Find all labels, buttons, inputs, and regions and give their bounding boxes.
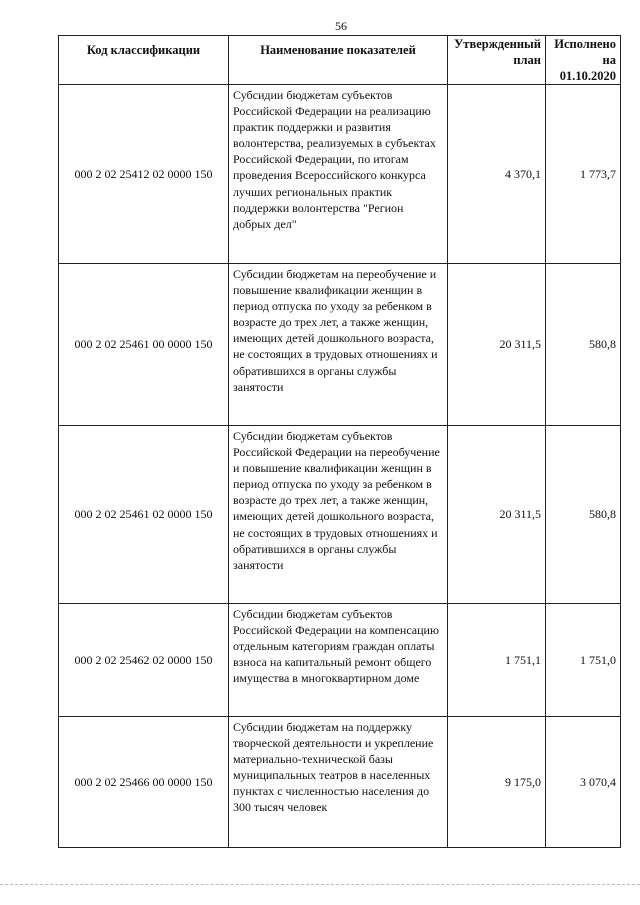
row-plan: 1 751,1 <box>448 604 546 717</box>
table-row <box>59 264 621 426</box>
row-code: 000 2 02 25461 02 0000 150 <box>59 426 229 604</box>
header-done: Исполнено на 01.10.2020 <box>546 36 621 85</box>
row-done: 1 773,7 <box>546 85 621 264</box>
row-done: 3 070,4 <box>546 717 621 848</box>
scan-edge-divider <box>0 884 640 886</box>
row-plan: 20 311,5 <box>448 264 546 426</box>
table-row <box>59 85 621 264</box>
row-done: 580,8 <box>546 426 621 604</box>
row-name: Субсидии бюджетам на поддержку творческой деятельности и укрепление материально-технической базы муниципальных театров в населенных пунктах с численностью населения до 300 тысяч человек <box>229 717 448 848</box>
row-name: Субсидии бюджетам на переобучение и повышение квалификации женщин в период отпуска по уходу за ребенком в возрасте до трех лет, а также женщин, имеющих детей дошкольного возраста, не состоящих в трудовых отношениях и обратившихся в органы службы занятости <box>229 264 448 426</box>
header-plan: Утвержденный план <box>448 36 546 85</box>
header-code: Код классификации <box>59 36 229 85</box>
table-row <box>59 717 621 848</box>
row-name: Субсидии бюджетам субъектов Российской Федерации на переобучение и повышение квалификации женщин в период отпуска по уходу за ребенком в возрасте до трех лет, а также женщин, имеющих детей дошкольного возраста, не состоящих в трудовых отношениях и обратившихся в органы службы занятости <box>229 426 448 604</box>
row-done: 1 751,0 <box>546 604 621 717</box>
row-plan: 20 311,5 <box>448 426 546 604</box>
table-row <box>59 604 621 717</box>
row-code: 000 2 02 25462 02 0000 150 <box>59 604 229 717</box>
budget-table <box>58 35 621 848</box>
row-name: Субсидии бюджетам субъектов Российской Федерации на компенсацию отдельным категориям граждан оплаты взноса на капитальный ремонт общего имущества в многоквартирном доме <box>229 604 448 717</box>
row-name: Субсидии бюджетам субъектов Российской Федерации на реализацию практик поддержки и развития волонтерства, реализуемых в субъектах Российской Федерации, по итогам проведения Всероссийского конкурса лучших региональных практик поддержки волонтерства "Регион добрых дел" <box>229 85 448 264</box>
table-header-row <box>59 36 621 85</box>
row-code: 000 2 02 25412 02 0000 150 <box>59 85 229 264</box>
row-plan: 9 175,0 <box>448 717 546 848</box>
row-plan: 4 370,1 <box>448 85 546 264</box>
table-row <box>59 426 621 604</box>
row-code: 000 2 02 25466 00 0000 150 <box>59 717 229 848</box>
row-done: 580,8 <box>546 264 621 426</box>
page-number: 56 <box>335 19 347 33</box>
header-name: Наименование показателей <box>229 36 448 85</box>
row-code: 000 2 02 25461 00 0000 150 <box>59 264 229 426</box>
